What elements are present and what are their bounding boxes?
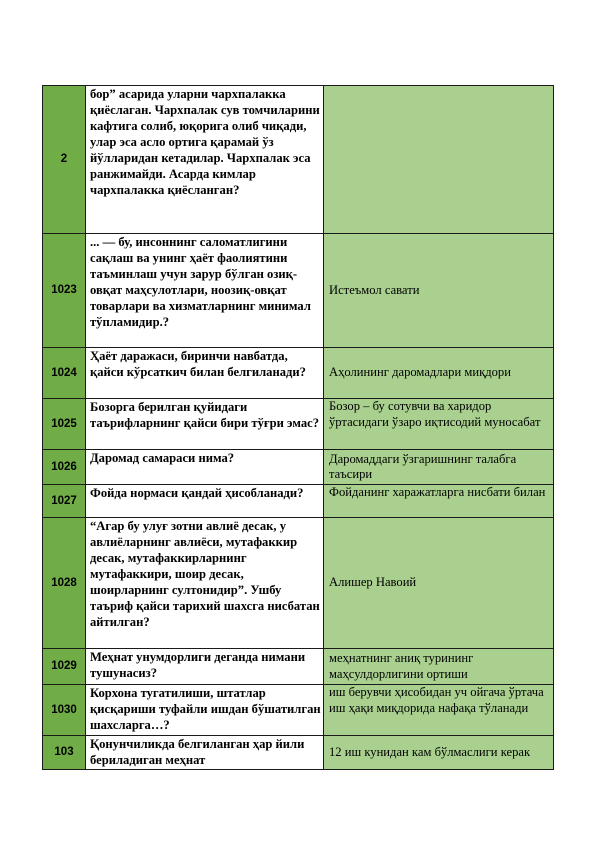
question-text: Меҳнат унумдорлиги деганда нимани тушунасиз? xyxy=(86,649,324,685)
table-row xyxy=(43,685,554,736)
answer-text: Даромаддаги ўзгаришнинг талабга таъсири xyxy=(324,450,554,485)
question-number: 1027 xyxy=(43,485,86,518)
question-text: Ҳаёт даражаси, биринчи навбатда, қайси кўрсаткич билан белгиланади? xyxy=(86,348,324,399)
answer-text: Фойданинг харажатларга нисбати билан xyxy=(324,485,554,518)
question-text: бор” асарида уларни чархпалакка қиёслаган. Чархпалак сув томчиларини кафтига солиб, юқорига олиб чиқади, улар эса асло ортига қарамай ўз йўлларидан кетадилар. Чархпалак эса ранжимайди. Асарда кимлар чархпалакка қиёсланган? xyxy=(86,86,324,234)
quiz-table xyxy=(42,85,554,770)
answer-text: 12 иш кунидан кам бўлмаслиги керак xyxy=(324,736,554,770)
table-row xyxy=(43,649,554,685)
table-row xyxy=(43,518,554,649)
question-text: Бозорга берилган қуйидаги таърифларнинг қайси бири тўғри эмас? xyxy=(86,399,324,450)
answer-text: Бозор – бу сотувчи ва харидор ўртасидаги ўзаро иқтисодий муносабат xyxy=(324,399,554,450)
question-number: 1024 xyxy=(43,348,86,399)
answer-text: Алишер Навоий xyxy=(324,518,554,649)
table-row xyxy=(43,348,554,399)
question-number: 1026 xyxy=(43,450,86,485)
table-row xyxy=(43,450,554,485)
question-number: 1025 xyxy=(43,399,86,450)
question-number: 1030 xyxy=(43,685,86,736)
question-text: Корхона тугатилиши, штатлар қисқариши туфайли ишдан бўшатилган шахсларга…? xyxy=(86,685,324,736)
question-number: 1029 xyxy=(43,649,86,685)
question-text: “Агар бу улуғ зотни авлиё десак, у авлиёларнинг авлиёси, мутафаккир десак, мутафаккирларнинг мутафаккири, шоир десак, шоирларнинг султонидир”. Ушбу таъриф қайси тарихий шахсга нисбатан айтилган? xyxy=(86,518,324,649)
question-text: ... — бу, инсоннинг саломатлигини сақлаш ва унинг ҳаёт фаолиятини таъминлаш учун зарур бўлган озиқ-овқат маҳсулотлари, ноозиқ-овқат товарлари ва хизматларнинг минимал тўпламидир.? xyxy=(86,234,324,348)
question-text: Даромад самараси нима? xyxy=(86,450,324,485)
table-row xyxy=(43,736,554,770)
question-number: 2 xyxy=(43,86,86,234)
answer-text: меҳнатнинг аниқ турининг маҳсулдорлигини ортиши xyxy=(324,649,554,685)
question-text: Қонунчиликда белгиланган ҳар йили бериладиган меҳнат xyxy=(86,736,324,770)
question-text: Фойда нормаси қандай ҳисобланади? xyxy=(86,485,324,518)
table-row xyxy=(43,485,554,518)
question-number: 1023 xyxy=(43,234,86,348)
table-row xyxy=(43,86,554,234)
question-number: 1028 xyxy=(43,518,86,649)
answer-text: Аҳолининг даромадлари миқдори xyxy=(324,348,554,399)
answer-text: Истеъмол савати xyxy=(324,234,554,348)
table-row xyxy=(43,399,554,450)
answer-text: иш берувчи ҳисобидан уч ойгача ўртача иш ҳақи миқдорида нафақа тўланади xyxy=(324,685,554,736)
question-number: 103 xyxy=(43,736,86,770)
answer-text xyxy=(324,86,554,234)
table-row xyxy=(43,234,554,348)
